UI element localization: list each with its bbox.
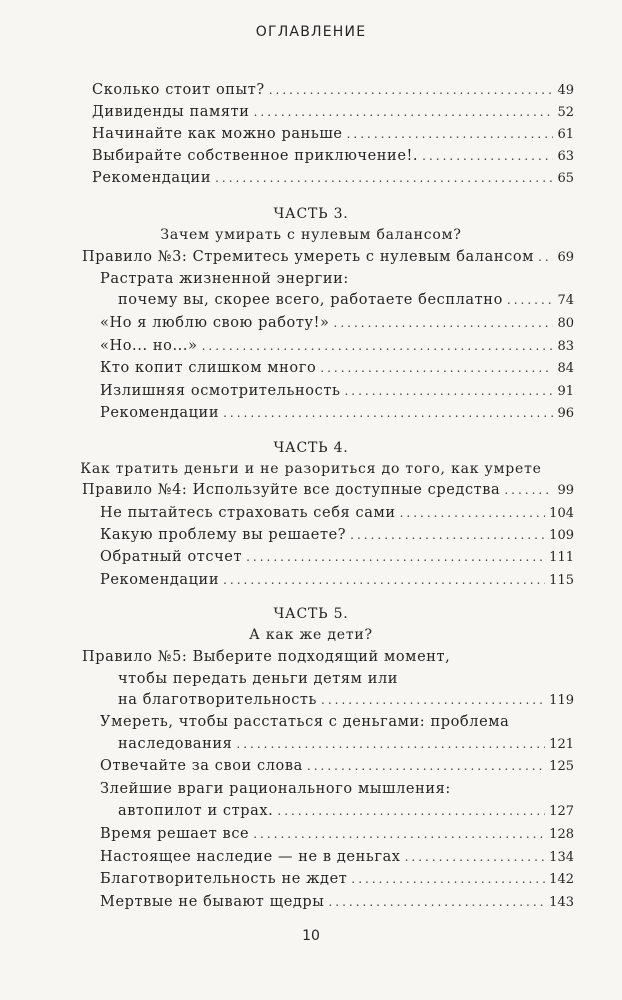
toc-entry-line: Умереть, чтобы расстаться с деньгами: проблема — [100, 714, 510, 730]
toc-entry: Дивиденды памяти ..... 52 — [92, 104, 574, 124]
toc-entry: Благотворительность не ждет ..... 142 — [100, 871, 574, 891]
toc-entry: автопилот и страх. ..... 127 — [118, 803, 574, 823]
toc-entry: Сколько стоит опыт? ..... 49 — [92, 82, 574, 102]
toc-entry: Обратный отсчет ..... 111 — [100, 549, 574, 569]
toc-entry: Кто копит слишком много ..... 84 — [100, 360, 574, 380]
toc-entry: Излишняя осмотрительность ..... 91 — [100, 383, 574, 403]
page-header: ОГЛАВЛЕНИЕ — [255, 24, 367, 40]
toc-rule-entry: Правило №4: Используйте все доступные средства ..... 99 — [82, 482, 574, 502]
page-number: 10 — [302, 928, 320, 944]
toc-entry: Не пытайтесь страховать себя сами ..... 104 — [100, 505, 574, 525]
toc-rule-entry: Правило №3: Стремитесь умереть с нулевым балансом ..... 69 — [82, 249, 574, 269]
toc-entry: Рекомендации ..... 65 — [92, 170, 574, 190]
toc-entry: наследования ..... 121 — [118, 736, 574, 756]
toc-entry: «Но... но...» ..... 83 — [100, 338, 574, 358]
toc-entry: Настоящее наследие — не в деньгах ..... 134 — [100, 849, 574, 869]
toc-entry-line: Злейшие враги рационального мышления: — [100, 781, 451, 797]
toc-rule-line: чтобы передать деньги детям или — [118, 671, 399, 687]
part-title: А как же дети? — [249, 627, 373, 643]
toc-entry: почему вы, скорее всего, работаете бесплатно ..... 74 — [118, 292, 574, 312]
toc-entry: Мертвые не бывают щедры ..... 143 — [100, 894, 574, 914]
toc-entry: Начинайте как можно раньше ..... 61 — [92, 126, 574, 146]
toc-entry: «Но я люблю свою работу!» ..... 80 — [100, 315, 574, 335]
toc-rule-entry: на благотворительность ..... 119 — [118, 692, 574, 712]
toc-entry: Какую проблему вы решаете? ..... 109 — [100, 527, 574, 547]
part-title: Зачем умирать с нулевым балансом? — [160, 227, 462, 243]
part-label: ЧАСТЬ 4. — [273, 440, 349, 456]
part-label: ЧАСТЬ 3. — [273, 206, 349, 222]
toc-entry: Отвечайте за свои слова ..... 125 — [100, 758, 574, 778]
part-title: Как тратить деньги и не разориться до того, как умрете — [80, 461, 542, 477]
toc-entry: Время решает все ..... 128 — [100, 826, 574, 846]
toc-entry: Рекомендации ..... 96 — [100, 405, 574, 425]
toc-entry: Рекомендации ..... 115 — [100, 572, 574, 592]
part-label: ЧАСТЬ 5. — [273, 606, 349, 622]
toc-subheading: Растрата жизненной энергии: — [100, 271, 349, 287]
toc-rule-line: Правило №5: Выберите подходящий момент, — [82, 649, 451, 665]
toc-entry: Выбирайте собственное приключение!. ..... 63 — [92, 148, 574, 168]
